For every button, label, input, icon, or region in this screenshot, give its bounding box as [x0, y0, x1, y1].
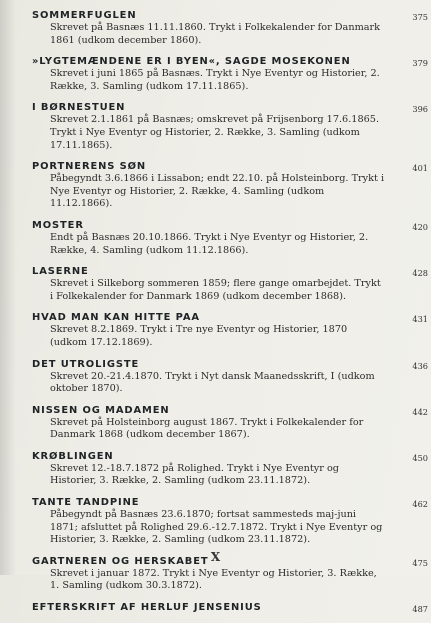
entry-page-number: 450 — [412, 452, 428, 463]
entry-kroblingen — [32, 450, 428, 488]
entry-page-number: 487 — [412, 604, 428, 615]
entry-lygtemaendene — [32, 56, 428, 93]
entry-title: MOSTER — [32, 219, 84, 231]
entry-sommerfuglen — [32, 10, 428, 47]
entry-laserne — [32, 266, 428, 303]
entry-description: Påbegyndt på Basnæs 23.6.1870; fortsat sammesteds maj-juni 1871; afsluttet på Rolighed 29.6.-12.7.1872. Trykt i Nye Eventyr og Historier, 3. Række, 2. Samling (udkom 23.11.1872). — [50, 509, 383, 546]
entry-page-number: 442 — [412, 406, 428, 417]
entry-description: Skrevet i Silkeborg sommeren 1859; flere gange omarbejdet. Trykt i Folkekalender for Danmark 1869 (udkom december 1868). — [50, 278, 381, 302]
entry-efterskrift — [32, 602, 428, 615]
entry-description: Påbegyndt 3.6.1866 i Lissabon; endt 22.10. på Holsteinborg. Trykt i Nye Eventyr og Historier, 2. Række, 4. Samling (udkom 11.12.1866). — [50, 173, 385, 210]
entry-description: Skrevet 8.2.1869. Trykt i Tre nye Eventyr og Historier, 1870 (udkom 17.12.1869). — [50, 324, 348, 348]
entry-page-number: 428 — [412, 268, 428, 279]
entry-page-number: 379 — [412, 58, 428, 69]
entry-moster — [32, 219, 428, 257]
entry-description: Skrevet på Holsteinborg august 1867. Trykt i Folkekalender for Danmark 1868 (udkom december 1867). — [50, 416, 364, 441]
entry-title: HVAD MAN KAN HITTE PAA — [32, 312, 200, 324]
entry-page-number: 462 — [412, 499, 428, 510]
entry-title: NISSEN OG MADAMEN — [32, 404, 170, 416]
entry-description: Skrevet 20.-21.4.1870. Trykt i Nyt dansk Maanedsskrift, I (udkom oktober 1870). — [50, 370, 375, 395]
entry-title: KRØBLINGEN — [32, 450, 114, 462]
entry-page-number: 431 — [412, 314, 428, 325]
entry-portnerens-son — [32, 161, 428, 211]
entry-description: Skrevet i juni 1865 på Basnæs. Trykt i Nye Eventyr og Historier, 2. Række, 3. Samling (udkom 17.11.1865). — [50, 68, 380, 92]
entry-description: Endt på Basnæs 20.10.1866. Trykt i Nye Eventyr og Historier, 2. Række, 4. Samling (udkom 11.12.1866). — [50, 231, 369, 256]
entry-description: Skrevet på Basnæs 11.11.1860. Trykt i Folkekalender for Danmark 1861 (udkom december 1860). — [50, 22, 381, 46]
entry-title: I BØRNESTUEN — [32, 102, 126, 114]
entry-page-number: 396 — [412, 104, 428, 115]
entry-nissen-og-madamen — [32, 404, 428, 442]
entry-i-bornestuen — [32, 102, 428, 152]
page-shadow — [0, 0, 16, 575]
entry-description: Skrevet 2.1.1861 på Basnæs; omskrevet på Frijsenborg 17.6.1865. Trykt i Nye Eventyr og Historier, 2. Række, 3. Samling (udkom 17.11.1865). — [50, 114, 380, 151]
entry-page-number: 475 — [412, 557, 428, 568]
entry-description: Skrevet 12.-18.7.1872 på Rolighed. Trykt i Nye Eventyr og Historier, 3. Række, 2. Samling (udkom 23.11.1872). — [50, 462, 339, 487]
entry-title: SOMMERFUGLEN — [32, 10, 137, 21]
entry-title: »LYGTEMÆNDENE ER I BYEN«, SAGDE MOSEKONEN — [32, 56, 351, 68]
entry-title: EFTERSKRIFT AF HERLUF JENSENIUS — [32, 602, 262, 614]
contents-page — [32, 10, 428, 623]
entry-tante-tandpine — [32, 497, 428, 547]
entry-page-number: 375 — [412, 12, 428, 22]
entry-description: Skrevet i januar 1872. Trykt i Nye Eventyr og Historier, 3. Række, 1. Samling (udkom 30.3.1872). — [50, 567, 377, 592]
entry-title: LASERNE — [32, 266, 89, 278]
entry-hvad-man-kan-hitte-paa — [32, 312, 428, 349]
entry-title: PORTNERENS SØN — [32, 161, 147, 173]
entry-page-number: 401 — [412, 163, 428, 174]
entry-title: TANTE TANDPINE — [32, 497, 140, 509]
entry-page-number: 436 — [412, 360, 428, 371]
entry-title: DET UTROLIGSTE — [32, 358, 140, 370]
page-footer-number: X — [210, 550, 221, 564]
entry-det-utroligste — [32, 358, 428, 396]
entry-page-number: 420 — [412, 221, 428, 232]
entry-title: GARTNEREN OG HERSKABET — [32, 555, 209, 567]
